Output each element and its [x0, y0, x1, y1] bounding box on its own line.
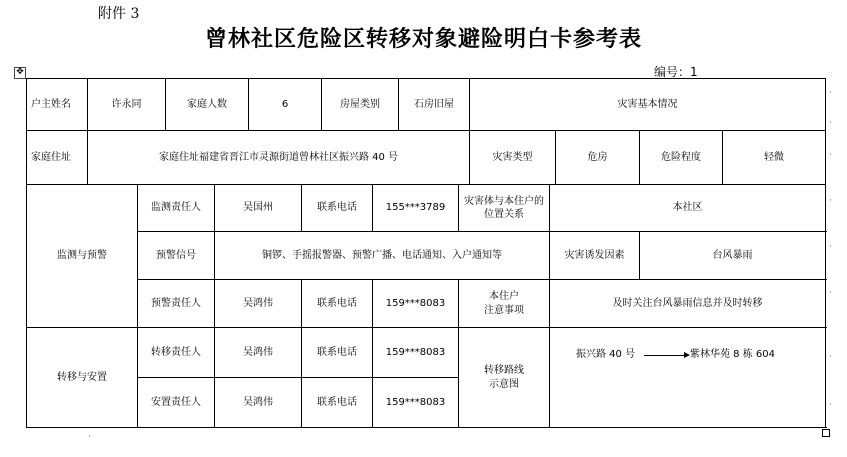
- serial-label: 编号：: [654, 65, 691, 79]
- address-value: 家庭住址福建省晋江市灵源街道曾林社区振兴路 40 号: [88, 131, 470, 185]
- settle-phone-value: 159***8083: [373, 378, 459, 428]
- serial-value: 1: [690, 65, 698, 79]
- route-diagram-canvas: [550, 328, 825, 427]
- signal-label: 预警信号: [138, 232, 215, 280]
- transfer-person-label: 转移责任人: [138, 328, 215, 378]
- table-move-handle-icon[interactable]: ✥: [14, 67, 26, 79]
- transfer-person-value: 吴鸿伟: [215, 328, 302, 378]
- paragraph-mark-icon: ·: [829, 242, 832, 252]
- settle-phone-label: 联系电话: [302, 378, 373, 428]
- route-arrow-icon: [644, 355, 688, 356]
- household-head-value: 许永同: [88, 79, 166, 131]
- disaster-info-label: 灾害基本情况: [470, 79, 826, 131]
- warning-person-label: 预警责任人: [138, 280, 215, 328]
- danger-level-label: 危险程度: [640, 131, 723, 185]
- route-destination: 紫林华苑 8 栋 604: [690, 349, 775, 360]
- transfer-section-label: 转移与安置: [27, 328, 138, 428]
- monitor-person-value: 吴国州: [215, 185, 302, 232]
- warning-phone-value: 159***8083: [373, 280, 459, 328]
- relation-label: 灾害体与本住户的位置关系: [459, 185, 550, 232]
- paragraph-mark-icon: ·: [88, 432, 91, 442]
- paragraph-mark-icon: ·: [829, 400, 832, 410]
- paragraph-mark-icon: ·: [829, 118, 832, 128]
- notes-label-line-2: 注意事项: [484, 304, 524, 316]
- monitor-phone-value: 155***3789: [373, 185, 459, 232]
- warning-phone-label: 联系电话: [302, 280, 373, 328]
- route-label-line-2: 示意图: [489, 378, 519, 390]
- notes-value: 及时关注台风暴雨信息并及时转移: [550, 280, 826, 328]
- paragraph-mark-icon: ·: [829, 352, 832, 362]
- household-size-value: 6: [249, 79, 322, 131]
- table-resize-handle-icon[interactable]: [822, 429, 830, 437]
- evacuation-card-table: [26, 78, 826, 428]
- route-label: [459, 328, 550, 428]
- settle-person-value: 吴鸿伟: [215, 378, 302, 428]
- transfer-phone-value: 159***8083: [373, 328, 459, 378]
- disaster-type-label: 灾害类型: [470, 131, 556, 185]
- monitor-person-label: 监测责任人: [138, 185, 215, 232]
- relation-value: 本社区: [550, 185, 826, 232]
- house-type-value: 石房旧屋: [399, 79, 470, 131]
- warning-person-value: 吴鸿伟: [215, 280, 302, 328]
- transfer-phone-label: 联系电话: [302, 328, 373, 378]
- monitoring-section-label: 监测与预警: [27, 185, 138, 328]
- route-origin: 振兴路 40 号: [576, 349, 636, 360]
- notes-label: [459, 280, 550, 328]
- danger-level-value: 轻微: [723, 131, 826, 185]
- disaster-type-value: 危房: [556, 131, 640, 185]
- signal-value: 铜锣、手摇报警器、预警广播、电话通知、入户通知等: [215, 232, 550, 280]
- paragraph-mark-icon: ·: [829, 88, 832, 98]
- attachment-label: 附件 3: [98, 6, 140, 22]
- settle-person-label: 安置责任人: [138, 378, 215, 428]
- paragraph-mark-icon: ·: [829, 288, 832, 298]
- trigger-label: 灾害诱发因素: [550, 232, 640, 280]
- notes-label-line-1: 本住户: [489, 291, 519, 302]
- trigger-value: 台风暴雨: [640, 232, 826, 280]
- page-title: 曾林社区危险区转移对象避险明白卡参考表: [204, 26, 642, 52]
- household-size-label: 家庭人数: [166, 79, 249, 131]
- address-label: 家庭住址: [27, 131, 88, 185]
- household-head-label: 户主姓名: [27, 79, 88, 131]
- paragraph-mark-icon: ·: [829, 150, 832, 160]
- house-type-label: 房屋类别: [322, 79, 399, 131]
- monitor-phone-label: 联系电话: [302, 185, 373, 232]
- paragraph-mark-icon: ·: [829, 196, 832, 206]
- route-label-line-1: 转移路线: [484, 365, 524, 376]
- route-diagram: [550, 328, 826, 428]
